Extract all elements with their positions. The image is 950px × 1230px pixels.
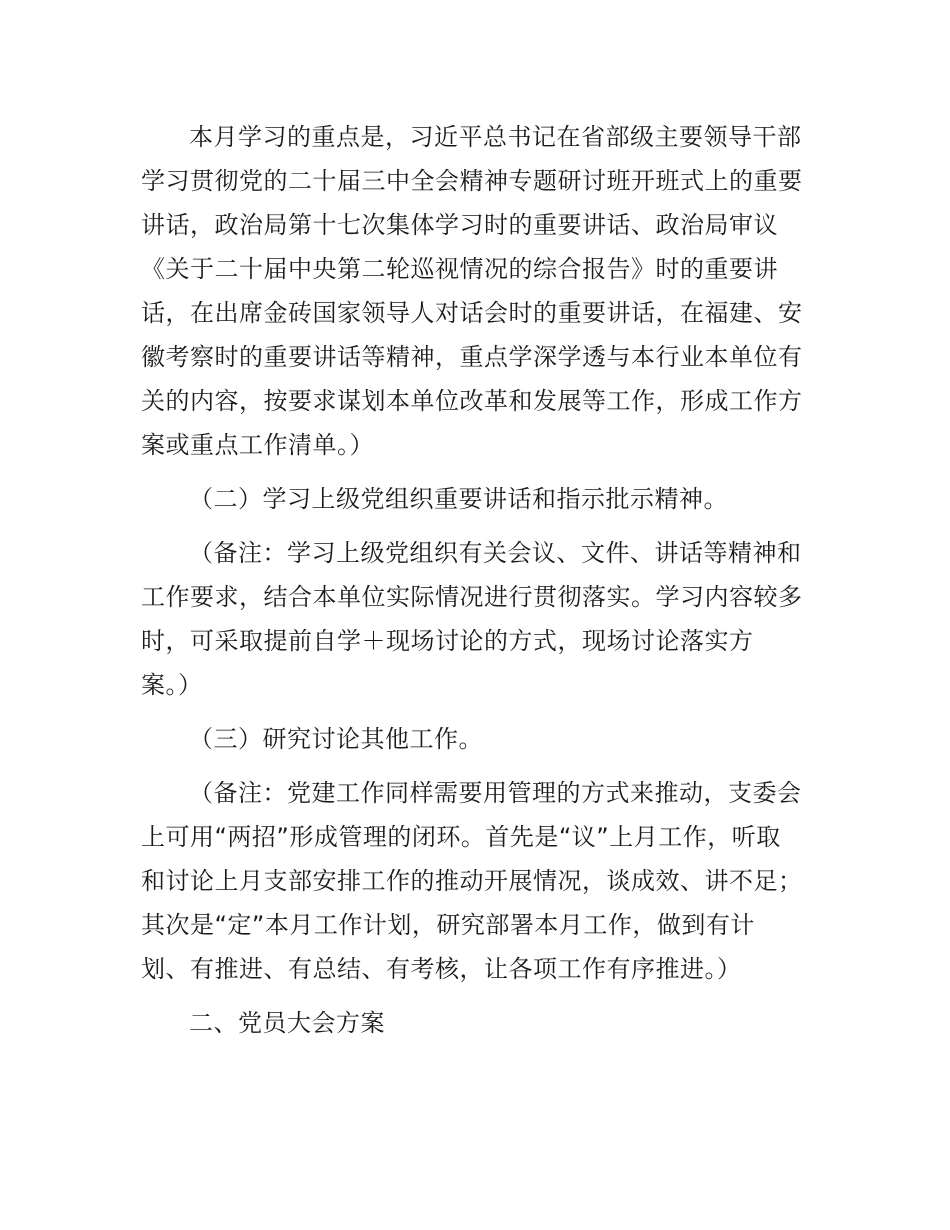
text-line: 案或重点工作清单。） — [141, 431, 374, 459]
section-heading-2 — [141, 477, 811, 521]
text-line: 划、有推进、有总结、有考核，让各项工作有序推进。） — [141, 955, 742, 983]
text-line: 案。） — [141, 671, 203, 699]
text-line: 徽考察时的重要讲话等精神，重点学深学透与本行业本单位有 — [141, 343, 803, 371]
text-line: 话，在出席金砖国家领导人对话会时的重要讲话，在福建、安 — [141, 299, 803, 327]
paragraph-note-3 — [141, 771, 811, 991]
text-line: 学习贯彻党的二十届三中全会精神专题研讨班开班式上的重要 — [141, 167, 803, 195]
text-line: （备注：学习上级党组织有关会议、文件、讲话等精神和 — [189, 539, 802, 567]
text-line: （三）研究讨论其他工作。 — [189, 725, 483, 753]
text-line: （备注：党建工作同样需要用管理的方式来推动，支委会 — [189, 779, 802, 807]
paragraph-study-focus — [141, 115, 811, 467]
text-line: 上可用“两招”形成管理的闭环。首先是“议”上月工作，听取 — [141, 823, 781, 851]
section-heading-3 — [141, 717, 811, 761]
text-line: 工作要求，结合本单位实际情况进行贯彻落实。学习内容较多 — [141, 583, 803, 611]
document-body — [141, 115, 811, 1055]
text-line: （二）学习上级党组织重要讲话和指示批示精神。 — [189, 485, 728, 513]
text-line: 关的内容，按要求谋划本单位改革和发展等工作，形成工作方 — [141, 387, 803, 415]
section-heading-party-meeting — [141, 1001, 811, 1045]
text-line: 二、党员大会方案 — [189, 1009, 385, 1037]
text-line: 其次是“定”本月工作计划，研究部署本月工作，做到有计 — [141, 911, 755, 939]
text-line: 《关于二十届中央第二轮巡视情况的综合报告》时的重要讲 — [141, 255, 778, 283]
text-line: 讲话，政治局第十七次集体学习时的重要讲话、政治局审议 — [141, 211, 778, 239]
text-line: 和讨论上月支部安排工作的推动开展情况，谈成效、讲不足； — [141, 867, 803, 895]
text-line: 时，可采取提前自学＋现场讨论的方式，现场讨论落实方 — [141, 627, 754, 655]
text-line: 本月学习的重点是，习近平总书记在省部级主要领导干部 — [189, 123, 802, 151]
paragraph-note-2 — [141, 531, 811, 707]
